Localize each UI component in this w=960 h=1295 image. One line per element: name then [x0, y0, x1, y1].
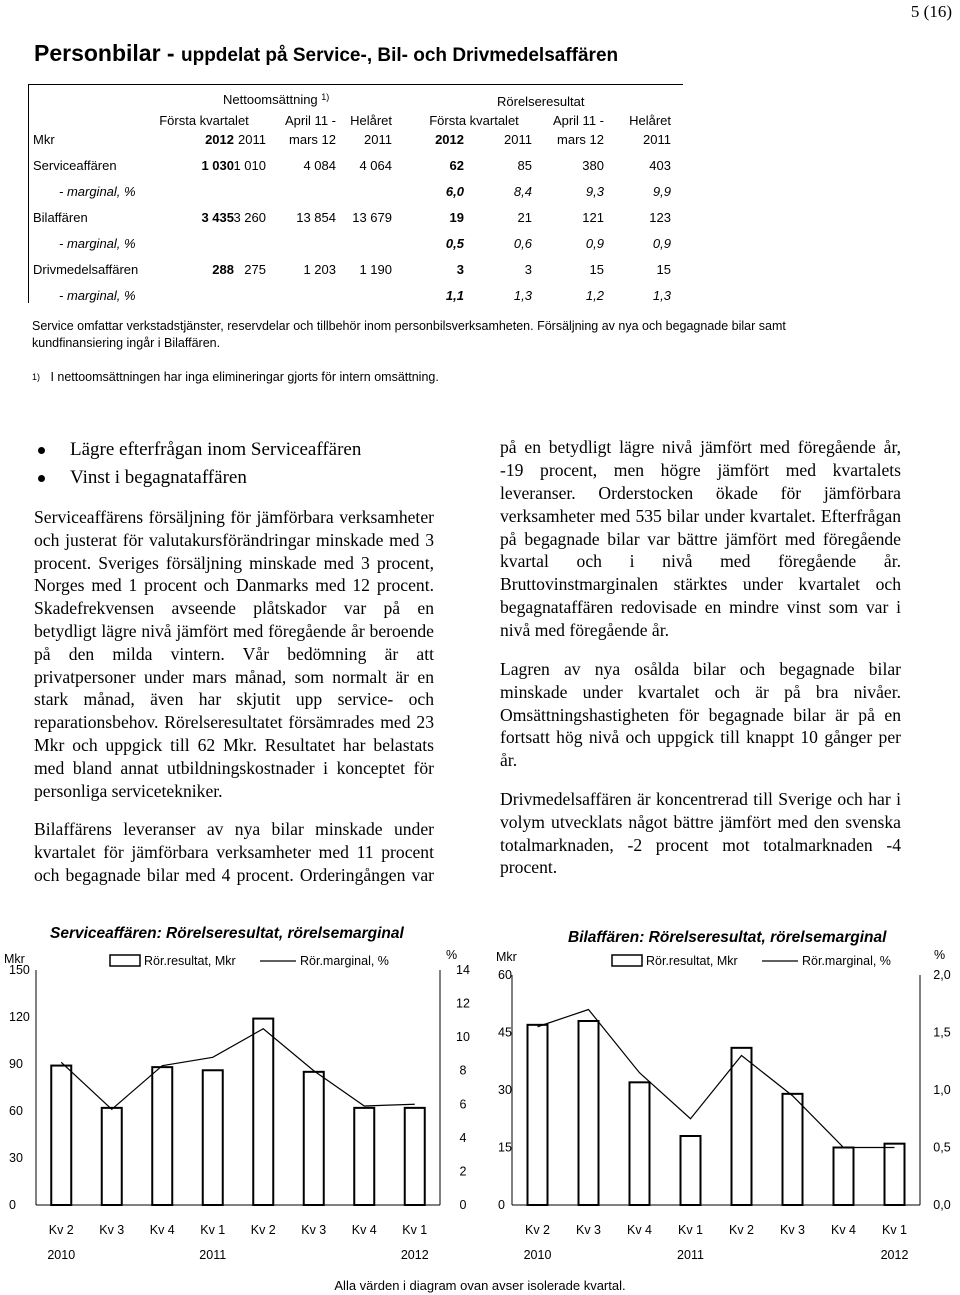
paragraph-service: Serviceaffärens försäljning för jämförbara verksamheter och justerat för valutakursförändringar minskade med 3 procent. Sveriges försäljning minskade med 3 procent, Norges med 1 procent och Danmarks med 12 procent. Skadefrekvensen avseende plåtskador var på en betydligt lägre nivå jämfört med föregående år beroende på den milda vintern. Vår bedömning är att privatpersoner under mars månad, som normalt är en stark månad, även har skjutit upp service- och reparationsbehov. Rörelseresultatet försämrades med 23 Mkr och uppgick till 62 Mkr. Resultatet har belastats med bland annat utbildningskostnader i konceptet för personliga servicetekniker. — [34, 507, 434, 801]
right-tick-label: 6 — [459, 1097, 467, 1112]
group-header-operating-result: Rörelseresultat — [497, 94, 585, 109]
table-cell: 1 010 — [233, 158, 266, 173]
left-tick-label: 60 — [498, 968, 512, 982]
left-tick-label: 120 — [9, 1010, 30, 1024]
year-header: mars 12 — [289, 132, 336, 147]
left-axis-unit: Mkr — [4, 952, 25, 966]
x-tick-label: Kv 4 — [351, 1223, 377, 1237]
right-text-column — [500, 436, 901, 895]
row-label: Serviceaffären — [33, 158, 117, 173]
paragraph-fuel: Drivmedelsaffären är koncentrerad till Sverige och har i volym utvecklats något bättre jämfört med den svenska totalmarknaden, -2 procent mot totalmarknaden -4 procent. — [500, 788, 901, 878]
row-label: - marginal, % — [59, 288, 136, 303]
bar — [783, 1094, 803, 1205]
bar — [834, 1148, 854, 1206]
bar — [579, 1021, 599, 1205]
table-cell: 4 084 — [303, 158, 336, 173]
table-cell: 3 260 — [233, 210, 266, 225]
page-title-sub: uppdelat på Service-, Bil- och Drivmedelsaffären — [180, 45, 619, 66]
page-title-main: Personbilar - — [34, 40, 181, 66]
bar — [732, 1048, 752, 1205]
page-title — [34, 40, 618, 67]
year-header: 2011 — [238, 132, 266, 147]
bar — [885, 1144, 905, 1205]
x-tick-label: Kv 4 — [830, 1223, 857, 1237]
table-cell: 4 064 — [359, 158, 392, 173]
x-tick-label: Kv 3 — [301, 1223, 327, 1237]
left-axis-unit: Mkr — [496, 950, 517, 964]
x-tick-label: Kv 1 — [677, 1223, 704, 1237]
left-tick-label: 0 — [9, 1198, 16, 1212]
right-tick-label: 4 — [459, 1130, 467, 1145]
bar — [354, 1108, 374, 1205]
x-tick-label: Kv 4 — [626, 1223, 653, 1237]
year-label: 2012 — [400, 1248, 429, 1262]
table-cell: 0,9 — [585, 236, 604, 251]
left-tick-label: 150 — [9, 963, 30, 977]
period-header: April 11 - — [552, 113, 604, 128]
table-cell: 3 — [456, 262, 464, 277]
table-cell: 1,2 — [585, 288, 604, 303]
x-tick-label: Kv 1 — [200, 1223, 226, 1237]
bullet-dot-icon — [38, 475, 45, 482]
bar — [405, 1108, 425, 1205]
year-header: 2012 — [435, 132, 464, 147]
x-tick-label: Kv 3 — [779, 1223, 806, 1237]
left-tick-label: 15 — [498, 1140, 512, 1155]
chart-title: Serviceaffären: Rörelseresultat, rörelsemarginal — [50, 925, 404, 942]
left-text-column — [34, 436, 434, 902]
row-label: Drivmedelsaffären — [33, 262, 139, 277]
bar — [253, 1019, 273, 1205]
right-tick-label: 0 — [459, 1198, 467, 1212]
left-tick-label: 30 — [9, 1151, 23, 1165]
year-label: 2010 — [47, 1248, 76, 1262]
year-header: 2011 — [504, 132, 532, 147]
x-tick-label: Kv 1 — [881, 1223, 908, 1237]
table-cell: 0,5 — [445, 236, 464, 251]
table-cell: 275 — [244, 262, 266, 277]
x-tick-label: Kv 1 — [402, 1223, 428, 1237]
right-axis-unit: % — [446, 948, 458, 962]
bar — [528, 1025, 548, 1205]
table-cell: 13 679 — [352, 210, 392, 225]
left-tick-label: 30 — [498, 1083, 512, 1097]
right-tick-label: 12 — [456, 996, 470, 1011]
bar — [203, 1070, 223, 1205]
table-cell: 0,9 — [652, 236, 671, 251]
period-header: April 11 - — [284, 113, 336, 128]
period-header: Helåret — [629, 113, 671, 128]
legend-bar-label: Rör.resultat, Mkr — [144, 954, 236, 968]
table-cell: 288 — [212, 262, 234, 277]
table-cell: 85 — [517, 158, 532, 173]
right-axis-unit: % — [934, 948, 946, 962]
year-header: 2011 — [643, 132, 671, 147]
right-tick-label: 0,0 — [933, 1198, 951, 1212]
legend-bar-swatch — [110, 955, 140, 966]
page-number: 5 (16) — [910, 2, 952, 21]
legend-bar-label: Rör.resultat, Mkr — [646, 954, 738, 968]
x-tick-label: Kv 2 — [728, 1223, 755, 1237]
scope-note: Service omfattar verkstadstjänster, reservdelar och tillbehör inom personbilsverksamheten. Försäljning av nya och begagnade bilar samt kundfinansiering ingår i Bilaffären. — [32, 319, 786, 350]
table-cell: 21 — [517, 210, 532, 225]
table-cell: 121 — [582, 210, 604, 225]
chart-title: Bilaffären: Rörelseresultat, rörelsemarginal — [568, 929, 887, 946]
table-cell: 3 — [524, 262, 532, 277]
left-tick-label: 90 — [9, 1057, 23, 1071]
bullet-item: Lägre efterfrågan inom Serviceaffären — [34, 436, 434, 464]
row-label: - marginal, % — [59, 184, 136, 199]
table-cell: 19 — [449, 210, 464, 225]
paragraph-bil-continued: på en betydligt lägre nivå jämfört med föregående år, -19 procent, men högre jämfört med kvartalets leveranser. Orderstocken ökade för jämförbara verksamheter med 535 bilar under kvartalet. Efterfrågan på begagnade bilar var bättre jämfört med föregående kvartal och i nivå med föregående år. Bruttovinstmarginalen stärktes under kvartalet och begagnataffären redovisade en mindre vinst som var i nivå med föregående år. — [500, 437, 901, 640]
table-cell: 15 — [656, 262, 671, 277]
right-tick-label: 14 — [456, 963, 470, 977]
bar — [304, 1072, 324, 1205]
bullet-item: Vinst i begagnataffären — [34, 464, 434, 492]
legend-line-label: Rör.marginal, % — [300, 954, 389, 968]
x-tick-label: Kv 2 — [48, 1223, 74, 1237]
x-tick-label: Kv 2 — [524, 1223, 551, 1237]
table-cell: 1 203 — [303, 262, 336, 277]
x-tick-label: Kv 4 — [149, 1223, 175, 1237]
bar — [152, 1067, 172, 1205]
x-tick-label: Kv 3 — [99, 1223, 125, 1237]
table-cell: 0,6 — [513, 236, 532, 251]
period-header: Första kvartalet — [429, 113, 519, 128]
right-tick-label: 2 — [459, 1164, 467, 1179]
left-tick-label: 45 — [498, 1025, 512, 1040]
table-cell: 3 435 — [201, 210, 234, 225]
table-cell: 380 — [582, 158, 604, 173]
period-header: Första kvartalet — [159, 113, 249, 128]
right-tick-label: 2,0 — [933, 968, 951, 982]
bar — [51, 1066, 71, 1205]
table-cell: 1 030 — [201, 158, 234, 173]
table-cell: 1,3 — [513, 288, 532, 303]
table-cell: 403 — [649, 158, 671, 173]
table-cell: 1,3 — [652, 288, 671, 303]
x-tick-label: Kv 2 — [250, 1223, 276, 1237]
bar — [630, 1082, 650, 1205]
key-figures-table — [28, 84, 683, 303]
table-cell: 8,4 — [513, 184, 532, 199]
right-tick-label: 1,0 — [933, 1083, 951, 1097]
row-label: Bilaffären — [33, 210, 88, 225]
table-cell: 1,1 — [445, 288, 464, 303]
right-tick-label: 8 — [459, 1063, 467, 1078]
year-label: 2012 — [880, 1248, 909, 1262]
legend-line-label: Rör.marginal, % — [802, 954, 891, 968]
year-header: 2011 — [364, 132, 392, 147]
right-tick-label: 0,5 — [933, 1140, 951, 1155]
year-label: 2010 — [523, 1248, 552, 1262]
row-label: - marginal, % — [59, 236, 136, 251]
table-cell: 13 854 — [296, 210, 336, 225]
service-chart-plot — [0, 940, 480, 1270]
row-label-header: Mkr — [33, 132, 55, 147]
period-header: Helåret — [350, 113, 392, 128]
bar — [102, 1108, 122, 1205]
paragraph-bil: Bilaffärens leveranser av nya bilar minskade under kvartalet för jämförbara verksamheter med 11 procent och begagnade bilar med 4 procent. Orderingången var — [34, 819, 434, 885]
legend-bar-swatch — [612, 955, 642, 966]
bar — [681, 1136, 701, 1205]
table-cell: 1 190 — [359, 262, 392, 277]
year-label: 2011 — [677, 1248, 704, 1262]
table-cell: 62 — [449, 158, 464, 173]
table-cell: 9,3 — [585, 184, 604, 199]
table-cell: 9,9 — [652, 184, 671, 199]
year-header: mars 12 — [557, 132, 604, 147]
right-tick-label: 10 — [456, 1030, 470, 1045]
right-tick-label: 1,5 — [933, 1025, 951, 1040]
table-cell: 15 — [589, 262, 604, 277]
paragraph-stock: Lagren av nya osålda bilar och begagnade bilar minskade under kvartalet och är på bra nivåer. Omsättningshastigheten för begagnade bilar är på en fortsatt hög nivå och uppgick till knappt 10 gånger per år. — [500, 659, 901, 771]
left-tick-label: 60 — [9, 1104, 23, 1118]
x-tick-label: Kv 3 — [575, 1223, 602, 1237]
chart-footnote: Alla värden i diagram ovan avser isolerade kvartal. — [334, 1278, 626, 1293]
bullet-dot-icon — [38, 447, 45, 454]
year-header: 2012 — [205, 132, 234, 147]
table-cell: 6,0 — [445, 184, 464, 199]
year-label: 2011 — [199, 1248, 227, 1262]
table-cell: 123 — [649, 210, 671, 225]
margin-line — [61, 1029, 415, 1110]
group-header-net-sales: Nettoomsättning $^{1)}$ — [223, 92, 330, 107]
highlight-bullets — [34, 436, 434, 492]
footnote: $^{1)}$ I nettoomsättningen har inga elimineringar gjorts för intern omsättning. — [32, 370, 439, 384]
left-tick-label: 0 — [498, 1198, 505, 1212]
bil-chart-plot — [480, 940, 960, 1270]
